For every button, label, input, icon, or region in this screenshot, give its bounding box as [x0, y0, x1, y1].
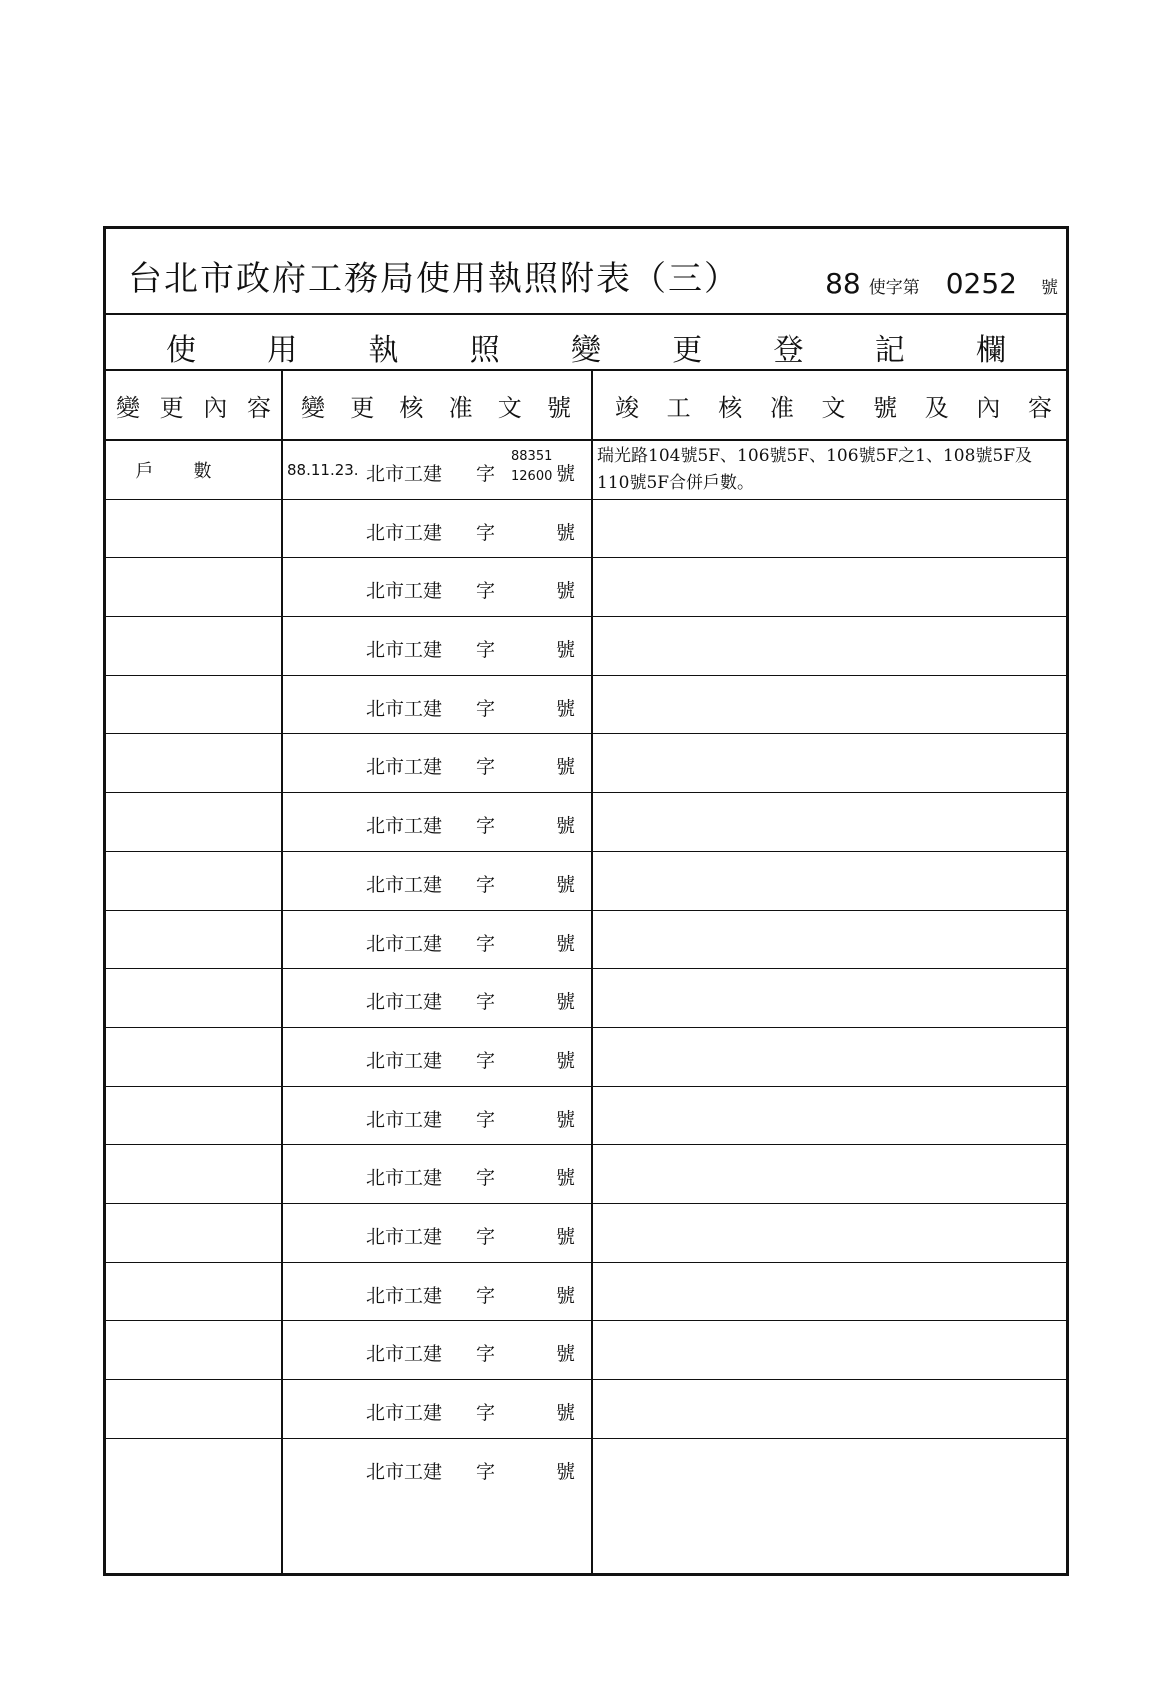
doc-number-line: 88351 — [511, 449, 553, 464]
zi-character: 字 — [476, 1108, 496, 1131]
header-completion-doc — [591, 371, 1066, 441]
hao-character: 號 — [556, 1343, 576, 1366]
header-change-doc — [281, 371, 591, 441]
agency-prefix: 北市工建 — [366, 1049, 443, 1072]
section-title-char: 更 — [672, 333, 703, 368]
zi-character: 字 — [476, 1402, 496, 1424]
doc-number-line: 12600 — [511, 469, 553, 484]
zi-character: 字 — [476, 815, 496, 838]
table-row — [106, 500, 1066, 559]
agency-prefix: 北市工建 — [366, 1402, 443, 1424]
table-row — [106, 1204, 1066, 1263]
agency-prefix: 北市工建 — [366, 873, 443, 896]
section-title-char: 照 — [469, 333, 500, 368]
table-row — [106, 1145, 1066, 1204]
header-char: 竣 — [615, 393, 639, 422]
agency-prefix: 北市工建 — [366, 1343, 443, 1366]
header-char: 容 — [246, 393, 271, 422]
header-change-content — [106, 371, 281, 441]
header-char: 文 — [497, 393, 522, 422]
section-row — [106, 315, 1066, 371]
zi-character: 字 — [476, 463, 496, 485]
agency-prefix: 北市工建 — [366, 697, 443, 720]
hao-character: 號 — [556, 873, 576, 896]
header-char: 內 — [976, 393, 1001, 422]
section-title-char: 變 — [571, 333, 601, 368]
section-title-char: 欄 — [976, 333, 1006, 368]
table-row — [106, 793, 1066, 852]
header-char: 核 — [399, 393, 424, 422]
section-title-char: 使 — [166, 333, 196, 368]
hao-character: 號 — [556, 1225, 576, 1248]
zi-character: 字 — [476, 1225, 496, 1248]
header-char: 文 — [821, 393, 846, 422]
section-title-char: 記 — [874, 333, 905, 368]
agency-prefix: 北市工建 — [366, 815, 443, 838]
table-row — [106, 1028, 1066, 1087]
zi-character: 字 — [476, 1167, 496, 1190]
agency-prefix: 北市工建 — [366, 1284, 443, 1307]
approval-date: 88.11.23. — [287, 461, 359, 479]
permit-suffix: 號 — [1041, 278, 1058, 298]
table-row — [106, 441, 1066, 500]
section-title-char: 用 — [267, 333, 298, 368]
header-char: 工 — [666, 393, 691, 422]
header-char: 容 — [1028, 393, 1052, 422]
zi-character: 字 — [476, 1460, 496, 1483]
table-row — [106, 734, 1066, 793]
zi-character: 字 — [476, 697, 496, 720]
permit-number-block — [825, 267, 1058, 300]
hao-character: 號 — [556, 756, 576, 779]
header-char: 核 — [718, 393, 743, 422]
zi-character: 字 — [476, 1049, 496, 1072]
table-row — [106, 1439, 1066, 1498]
change-item: 戶數 — [135, 461, 252, 482]
agency-prefix: 北市工建 — [366, 1225, 443, 1248]
register-rows — [106, 441, 1066, 1497]
zi-character: 字 — [476, 1343, 496, 1366]
permit-label: 使字第 — [868, 278, 920, 298]
agency-prefix: 北市工建 — [366, 756, 443, 779]
agency-prefix: 北市工建 — [366, 1167, 443, 1190]
table-row — [106, 852, 1066, 911]
form-title: 台北市政府工務局使用執照附表（三） — [128, 259, 740, 299]
hao-character: 號 — [556, 639, 576, 662]
agency-prefix: 北市工建 — [366, 580, 443, 603]
hao-character: 號 — [556, 521, 576, 544]
section-title-char: 執 — [368, 333, 399, 368]
header-char: 變 — [116, 393, 140, 422]
agency-prefix: 北市工建 — [366, 1108, 443, 1131]
hao-character: 號 — [556, 1167, 576, 1190]
hao-character: 號 — [556, 932, 576, 955]
header-char: 號 — [546, 393, 571, 422]
permit-year: 88 — [825, 267, 861, 300]
zi-character: 字 — [476, 991, 496, 1014]
table-row — [106, 617, 1066, 676]
completion-content: 瑞光路104號5F、106號5F、106號5F之1、108號5F及110號5F合併戶數。 — [597, 446, 1033, 493]
hao-character: 號 — [556, 1402, 576, 1424]
doc-number — [511, 447, 552, 487]
permit-number: 0252 — [945, 267, 1017, 300]
agency-prefix: 北市工建 — [366, 991, 443, 1014]
table-row — [106, 1380, 1066, 1439]
header-char: 內 — [203, 393, 228, 422]
header-char: 及 — [924, 393, 949, 422]
zi-character: 字 — [476, 580, 496, 603]
hao-character: 號 — [556, 1460, 576, 1483]
table-row — [106, 676, 1066, 735]
header-char: 更 — [159, 393, 184, 422]
zi-character: 字 — [476, 873, 496, 896]
zi-character: 字 — [476, 932, 496, 955]
agency-prefix: 北市工建 — [366, 1460, 443, 1483]
hao-character: 號 — [556, 1049, 576, 1072]
permit-form — [103, 226, 1069, 1576]
header-char: 准 — [448, 393, 473, 422]
hao-character: 號 — [556, 1108, 576, 1131]
zi-character: 字 — [476, 756, 496, 779]
hao-character: 號 — [556, 991, 576, 1014]
zi-character: 字 — [476, 639, 496, 662]
agency-prefix: 北市工建 — [366, 521, 443, 544]
hao-character: 號 — [556, 580, 576, 603]
agency-prefix: 北市工建 — [366, 463, 443, 485]
table-row — [106, 1263, 1066, 1322]
zi-character: 字 — [476, 521, 496, 544]
table-row — [106, 558, 1066, 617]
header-char: 變 — [301, 393, 325, 422]
header-char: 號 — [873, 393, 898, 422]
section-title-char: 登 — [773, 333, 804, 368]
agency-prefix: 北市工建 — [366, 639, 443, 662]
section-title — [166, 325, 1006, 369]
table-row — [106, 1321, 1066, 1380]
hao-character: 號 — [556, 697, 576, 720]
table-row — [106, 911, 1066, 970]
hao-character: 號 — [556, 463, 576, 485]
header-char: 准 — [769, 393, 794, 422]
agency-prefix: 北市工建 — [366, 932, 443, 955]
table-row — [106, 1087, 1066, 1146]
table-row — [106, 969, 1066, 1028]
hao-character: 號 — [556, 815, 576, 838]
header-char: 更 — [350, 393, 375, 422]
zi-character: 字 — [476, 1284, 496, 1307]
hao-character: 號 — [556, 1284, 576, 1307]
title-row — [106, 229, 1066, 315]
